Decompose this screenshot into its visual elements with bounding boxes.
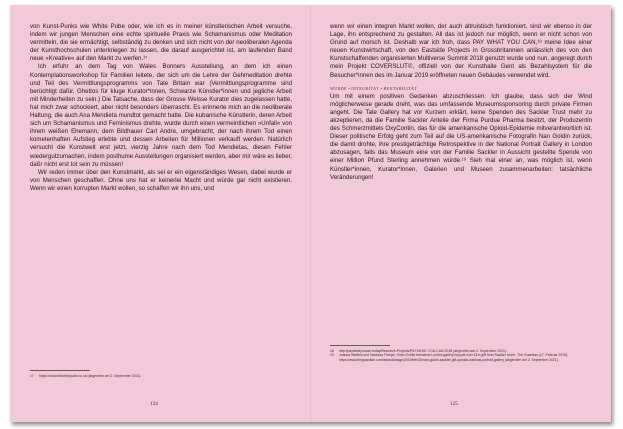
footnote-17 [30, 374, 292, 378]
right-paragraph-1: wenn wir einen integren Markt wollen, der auch altruistisch funktioniert, sind wir ebenso in der Lage, ihn entsprechend zu gestalten. All das ist jedoch nur möglich, wenn er nicht schon von Grund auf morsch ist. Deshalb war ich froh, dass PAY WHAT YOU CAN,¹⁸ meine Idee einer neuen Kunstwirtschaft, von den Eastside Projects in Grossbritannien anlässlich des von den Kunstschaffenden organisierten Multiverse Summit 2018 genutzt wurde und nun, angeregt durch mein Projekt COVERSLUT©, offiziell von der Kunsthalle Gent als Bezahlsystem für die Besucher*innen des im Januar 2019 eröffneten neuen Gebäudes verwendet wird. [330, 23, 592, 79]
footnote-rule [330, 345, 390, 346]
right-page [330, 23, 592, 407]
left-paragraph-3: Wir reden immer über den Kunstmarkt, als sei er ein eigenständiges Wesen, dabei wurde er von Menschen geschaffen. Ohne uns hat er keinerlei Macht und würde gar nicht existieren. Wenn wir einen korrupten Markt wollen, so schaffen wir ihn uns, und [30, 168, 292, 192]
footnote-text: https://www.thewhitepube.co.uk (abgerufen am 2. September 2021). [39, 374, 142, 378]
footnote-text: Joanna Walters und Vanessa Thorpe, »Nan Goldin threatens London gallery boycott over £1m gift from Sackler fund«, The Guardian (17. Februar 2019), https://www.theguardian.com/artanddesign/2019/feb/16/nan-goldin-sackler-gift-opioids-national-portrait-gallery (abgerufen am 2. September 2021). [339, 353, 569, 362]
left-paragraph-2: Ich erfuhr an dem Tag von Wales Bonners Ausstellung, an dem ich einen Kontemplationsworkshop für Familien leitete, der sich um die Lehre der Gehmeditation drehte und Teil des Vermittlungsprogramms von Tate Britain war (Vermittlungsprogramme sind berüchtigt dafür, Ghettos für kluge Kurator*innen, Schwarze Künstler*innen und jegliche Arbeit mit Minderheiten zu sein.) Die Tatsache, dass der Grosse Weisse Kurator dies zugelassen hatte, hat mich zwar schockiert, aber nicht besonders überrascht. Es erinnerte mich an die neoliberale Haltung, die auch Ana Mendieta mundtot gemacht hatte. Die kubanische Künstlerin, deren Arbeit sich um Schamanismus und Feminismus drehte, wurde durch einen vermeintlichen »Unfall« von ihrem weißen Ehemann, dem Bildhauer Carl Andre, umgebracht, der nach ihrem Tod einen kometenhaften Aufstieg erlebte und dessen Arbeiten für Millionen verkauft werden. Natürlich versucht die Kunstwelt erst jetzt, vierzig Jahre nach dem Tod Mendietas, diesen Fehler wiedergutzumachen, indem posthume Ausstellungen organisiert werden, aber mir wäre es lieber, daßr nicht erst tot sein zu müssen! [30, 63, 292, 168]
footnote-19 [330, 353, 592, 362]
left-footnotes [30, 370, 292, 378]
left-page [30, 23, 292, 407]
footnote-number: 17 [30, 374, 34, 378]
page-number-left: 124 [150, 401, 158, 407]
left-paragraph-1: von Kunst-Punks wie White Pube oder, wie ich es in meiner künstlerischen Arbeit versuche, indem wir jungen Menschen eine echte spirituelle Praxis wie Schamanismus oder Meditation vermitteln, die sie ermächtigt, selbständig zu denken und sich nicht von der neoliberalen Agenda der Kunsthochschulen unterkriegen zu lassen, die darauf ausgerichtet ist, am laufenden Band neue »Kreative« auf den Markt zu werfen.¹⁷ [30, 23, 292, 63]
right-footnotes [330, 345, 592, 362]
section-heading: WÜRDE • INTEGRITÄT • RENTABILITÄT [330, 85, 418, 91]
footnote-number: 19 [330, 353, 334, 358]
footnote-rule [30, 370, 90, 371]
footnote-number: 18 [330, 349, 334, 353]
page-number-right: 125 [450, 401, 458, 407]
footnote-text: http://paywhatyoucan.today/Research-Projects/PAY-WHAT-YOU-CAN-2018 (abgerufen am 2. September 2021). [339, 349, 507, 353]
right-paragraph-2: Um mit einem positiven Gedanken abzuschliessen: Ich glaube, dass sich der Wind möglicherweise gerade dreht, was das umfassende Museumssponsoring durch private Firmen angeht. Die Tate Gallery hat vor Kurzem erklärt, keine Spenden des Sackler Trust mehr zu akzeptieren, da die Familie Sackler Anteile der Firma Purdue Pharma besitzt, der Produzentin des Schmerzmittels OxyContin, das für die amerikanische Opioid-Epidemie mitverantwortlich ist. Dieser politische Erfolg geht zum Teil auf die US-amerikanische Fotografin Nan Goldin zurück, die damit drohte, ihre prestigeträchtige Retrospektive in der National Portrait Gallery in London abzusagen, falls das Museum eine von der Familie Sackler in Aussicht gestellte Spende von einer Million Pfund Sterling annehmen würde.¹⁹ Sieh mal einer an, was möglich ist, wenn Künstler*innen, Kurator*innen, Galerien und Museen zusammenarbeiten: tatsächliche Veränderungen! [330, 92, 592, 181]
book-gutter [310, 5, 311, 422]
book-spread [10, 5, 611, 422]
